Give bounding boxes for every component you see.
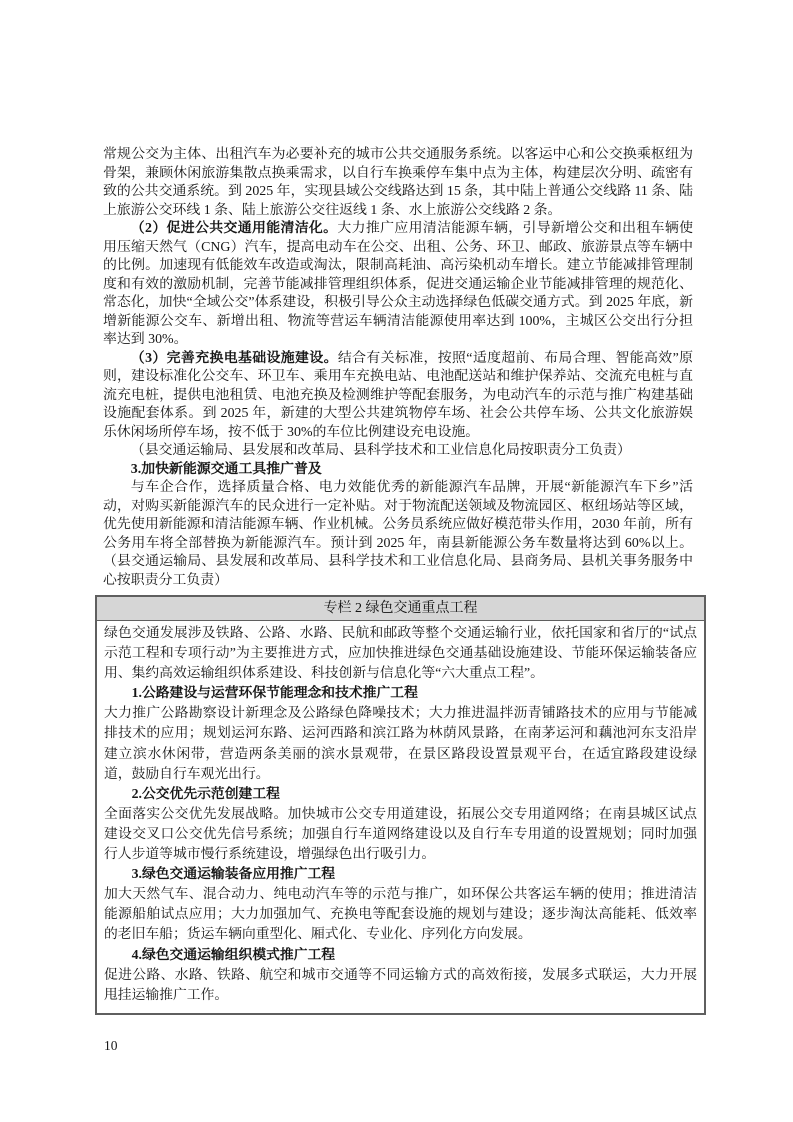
paragraph-body-text: 大力推广应用清洁能源车辆，引导新增公交和出租车辆使用压缩天然气（CNG）汽车，提高电动车在公交、出租、公务、环卫、邮政、旅游景点等车辆中的比例。加速现有低能效车改造或淘汰，限制高耗油、高污染机动车增长。建立节能减排管理制度和有效的激励机制，完善节能减排管理组织体系，促进交通运输企业节能减排管理的规范化、常态化，加快“全域公交”体系建设，积极引导公众主动选择绿色低碳交通方式。到 2025 年底，新增新能源公交车、新增出租、物流等营运车辆清洁能源使用率达到 100%，主城区公交出行分担率达到 30%。 xyxy=(103,221,693,347)
column-box-title: 专栏 2 绿色交通重点工程 xyxy=(97,597,704,621)
box-section-heading-4: 4.绿色交通运输组织模式推广工程 xyxy=(131,946,336,962)
box-section-body-3: 加大天然气车、混合动力、纯电动汽车等的示范与推广，如环保公共客运车辆的使用；推进清洁能源船舶试点应用；大力加强加气、充换电等配套设施的规划与建设；逐步淘汰高能耗、低效率的老旧车船；货运车辆向重型化、厢式化、专业化、序列化方向发展。 xyxy=(104,886,697,942)
column-box-body xyxy=(97,621,704,1013)
box-section-body-1: 大力推广公路勘察设计新理念及公路绿色降噪技术；大力推进温拌沥青铺路技术的应用与节能减排技术的应用；规划运河东路、运河西路和滨江路为林荫风景路，在南茅运河和藕池河东支沿岸建立滨水休闲带，营造两条美丽的滨水景观带，在景区路段设置景观平台，在适宜路段建设绿道，鼓励自行车观光出行。 xyxy=(104,705,697,781)
paragraph-continuation: 常规公交为主体、出租汽车为必要补充的城市公共交通服务系统。以客运中心和公交换乘枢纽为骨架，兼顾休闲旅游集散点换乘需求，以自行车换乘停车集中点为主体，构建层次分明、疏密有致的公共交通系统。到 2025 年，实现县域公交线路达到 15 条，其中陆上普通公交线路 11 条、陆上旅游公交环线 1 条、陆上旅游公交往返线 1 条、水上旅游公交线路 2 条。 xyxy=(103,147,693,218)
paragraph-bold-lead: （3）完善充换电基础设施建设。 xyxy=(130,350,338,366)
paragraph-bold-lead: （2）促进公共交通用能清洁化。 xyxy=(130,221,338,236)
page-body-text xyxy=(103,146,697,1015)
paragraph-charging-infrastructure xyxy=(103,350,693,443)
box-intro-paragraph: 绿色交通发展涉及铁路、公路、水路、民航和邮政等整个交通运输行业，依托国家和省厅的“试点示范工程和专项行动”为主要推进方式，应加快推进绿色交通基础设施建设、节能环保运输装备应用、集约高效运输组织体系建设、科技创新与信息化等“六大重点工程”。 xyxy=(104,625,697,681)
box-section-body-4: 促进公路、水路、铁路、航空和城市交通等不同运输方式的高效衔接，发展多式联运，大力开展甩挂运输推广工作。 xyxy=(104,966,697,1002)
page-number: 10 xyxy=(104,1038,118,1053)
box-section-heading-1: 1.公路建设与运营环保节能理念和技术推广工程 xyxy=(131,685,418,701)
paragraph-responsible-departments: （县交通运输局、县发展和改革局、县科学技术和工业信息化局按职责分工负责） xyxy=(130,443,631,458)
box-section-body-2: 全面落实公交优先发展战略。加快城市公交专用道建设，拓展公交专用道网络；在南县城区试点建设交叉口公交优先信号系统；加强自行车道网络建设以及自行车专用道的设置规划；同时加强行人步道等城市慢行系统建设，增强绿色出行吸引力。 xyxy=(104,805,697,862)
paragraph-body-text: 结合有关标准，按照“适度超前、布局合理、智能高效”原则，建设标准化公交车、环卫车、乘用车充换电站、电池配送站和维护保养站、交流充电桩与直流充电桩，提供电池租赁、电池充换及检测维护等配套服务，为电动汽车的示范与推广构建基础设施配套体系。到 2025 年，新建的大型公共建筑物停车场、社会公共停车场、公共文化旅游娱乐休闲场所停车场，按不低于 30%的车位比例建设充电设施。 xyxy=(103,350,693,440)
paragraph-clean-energy xyxy=(103,220,693,350)
box-section-heading-2: 2.公交优先示范创建工程 xyxy=(131,785,280,801)
paragraph-new-energy-promotion: 与车企合作，选择质量合格、电力效能优秀的新能源汽车品牌，开展“新能源汽车下乡”活动，对购买新能源汽车的民众进行一定补贴。对于物流配送领域及物流园区、枢纽场站等区域，优先使用新能源和清洁能源车辆、作业机械。公务员系统应做好模范带头作用，2030 年前，所有公务用车将全部替换为新能源汽车。预计到 2025 年，南县新能源公务车数量将达到 60%以上。（县交通运输局、县发展和改革局、县科学技术和工业信息化局、县商务局、县机关事务服务中心按职责分工负责） xyxy=(103,480,693,588)
section-heading-new-energy-vehicles: 3.加快新能源交通工具推广普及 xyxy=(130,461,322,477)
column-2-green-transport-box xyxy=(95,595,706,1015)
box-section-heading-3: 3.绿色交通运输装备应用推广工程 xyxy=(131,866,336,882)
